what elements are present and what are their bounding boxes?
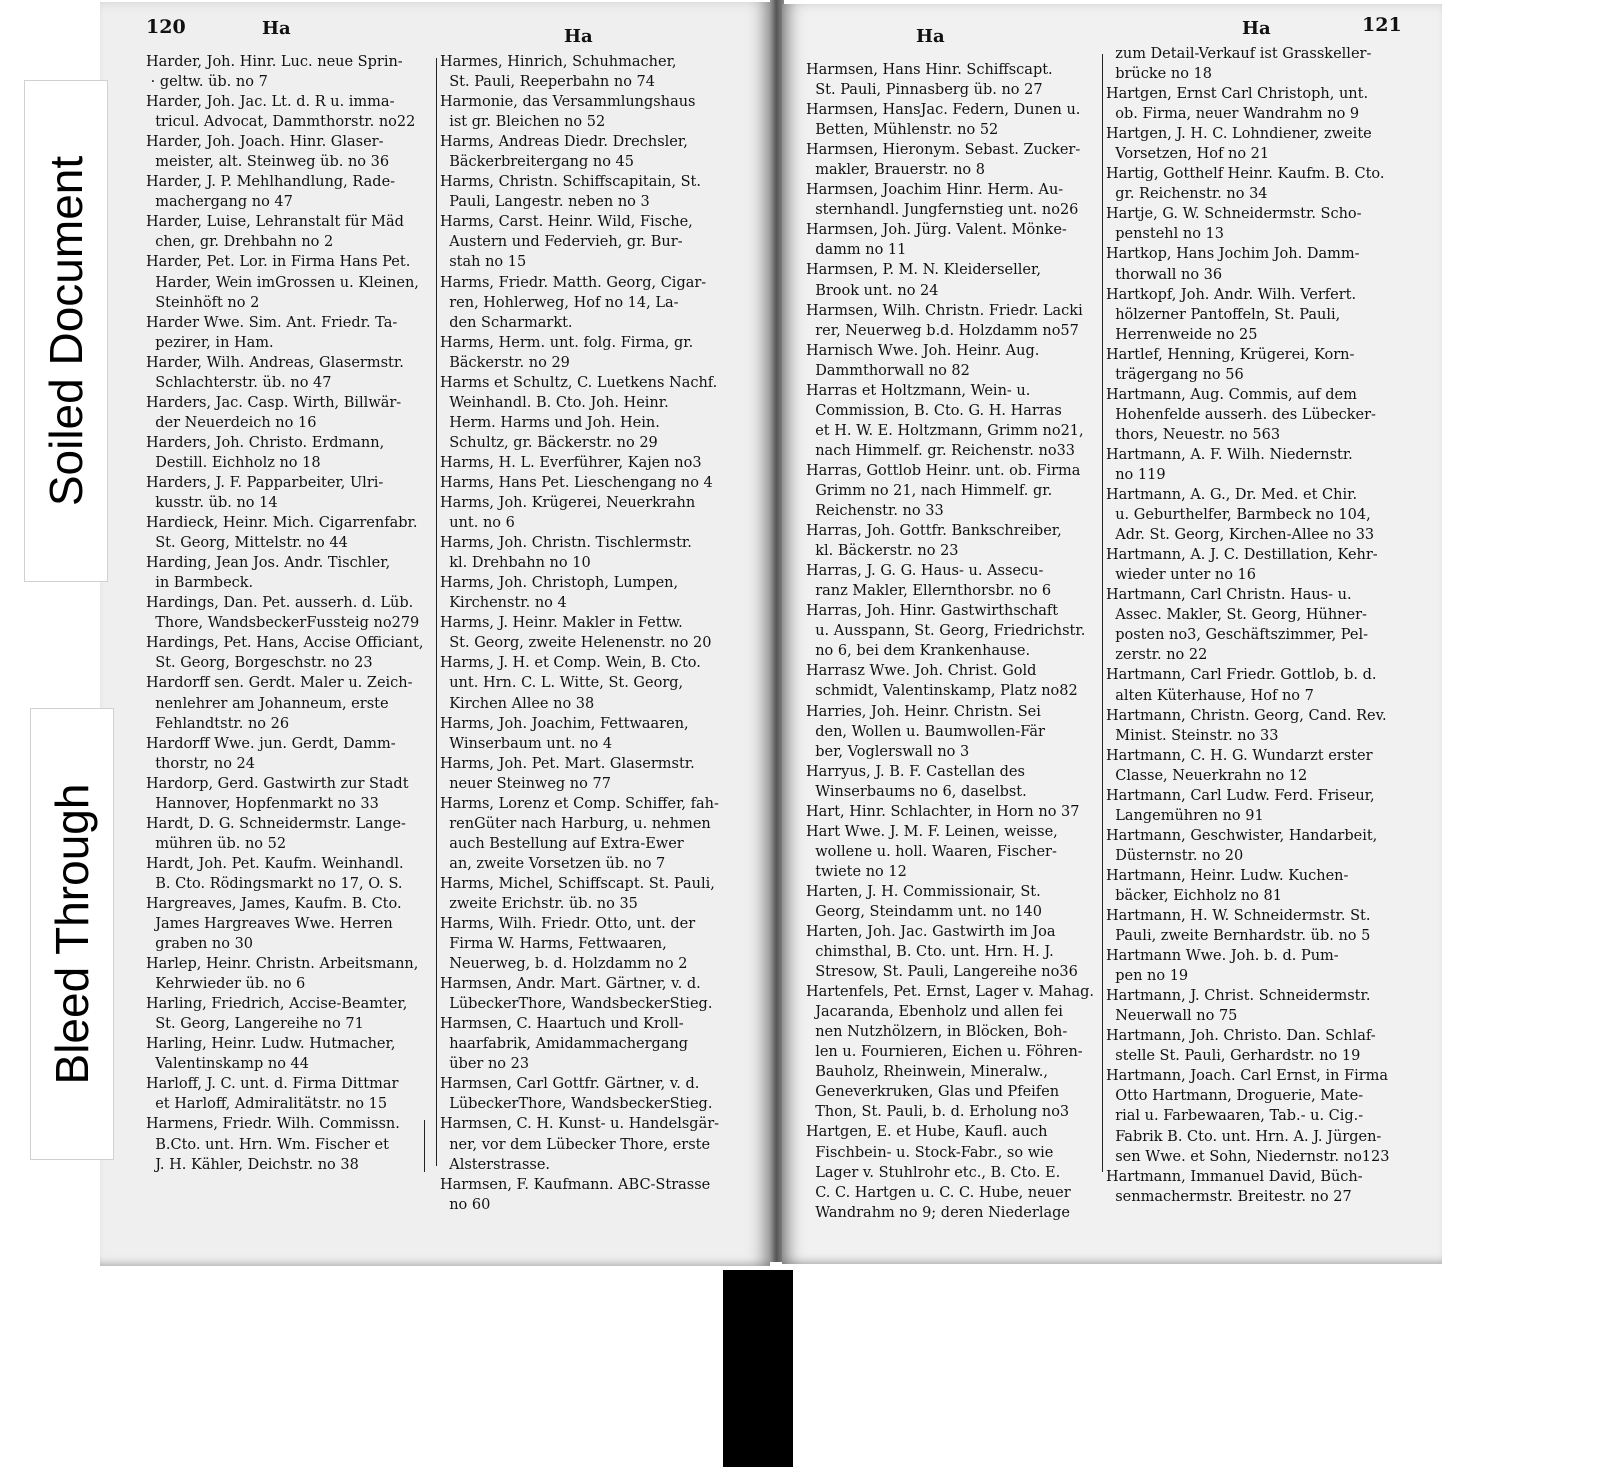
directory-entry: Harling, Friedrich, Accise-Beamter, St. Georg, Langereihe no 71 [146, 996, 408, 1033]
left-page-header-2: Ha [564, 26, 593, 47]
right-page-column-2 [1106, 44, 1418, 1207]
soiled-document-text: Soiled Document [40, 155, 92, 507]
directory-entry: Harling, Heinr. Ludw. Hutmacher, Valentinskamp no 44 [146, 1036, 396, 1073]
directory-entry: Harmsen, Carl Gottfr. Gärtner, v. d. LübeckerThore, WandsbeckerStieg. [440, 1076, 713, 1113]
directory-entry: Hartmann, Carl Ludw. Ferd. Friseur, Langemühren no 91 [1106, 787, 1375, 824]
directory-entry: Harms et Schultz, C. Luetkens Nachf. Weinhandl. B. Cto. Joh. Heinr. Herm. Harms und Joh. Hein. Schultz, gr. Bäckerstr. no 29 [440, 374, 718, 451]
right-page-column-rule [1102, 54, 1103, 1172]
directory-entry: Harder, Wilh. Andreas, Glasermstr. Schlachterstr. üb. no 47 [146, 354, 404, 391]
directory-entry: Harms, Joh. Krügerei, Neuerkrahn unt. no 6 [440, 495, 696, 532]
directory-entry: Harms, Michel, Schiffscapt. St. Pauli, zweite Erichstr. üb. no 35 [440, 875, 715, 912]
directory-entry: Harder, Pet. Lor. in Firma Hans Pet. Harder, Wein imGrossen u. Kleinen, Steinhöft no 2 [146, 254, 419, 311]
directory-entry: Harding, Jean Jos. Andr. Tischler, in Barmbeck. [146, 555, 391, 592]
directory-entry: Harras, Gottlob Heinr. unt. ob. Firma Grimm no 21, nach Himmelf. gr. Reichenstr. no 33 [806, 462, 1081, 520]
left-page-number: 120 [146, 16, 186, 38]
soiled-document-label [24, 80, 108, 582]
directory-entry: Harras et Holtzmann, Wein- u. Commission, B. Cto. G. H. Harras et H. W. E. Holtzmann, Grimm no21, nach Himmelf. gr. Reichenstr. no33 [806, 382, 1084, 459]
left-page-column-2 [440, 52, 730, 1215]
directory-entry: Harmsen, F. Kaufmann. ABC-Strasse no 60 [440, 1176, 711, 1213]
directory-entry: Hardt, Joh. Pet. Kaufm. Weinhandl. B. Cto. Rödingsmarkt no 17, O. S. [146, 855, 404, 892]
directory-entry: Harder, Joh. Jac. Lt. d. R u. imma- tricul. Advocat, Dammthorstr. no22 [146, 94, 416, 131]
directory-entry: Harms, J. Heinr. Makler in Fettw. St. Georg, zweite Helenenstr. no 20 [440, 615, 712, 652]
directory-entry: Hartgen, Ernst Carl Christoph, unt. ob. Firma, neuer Wandrahm no 9 [1106, 86, 1369, 123]
directory-entry: Harder Wwe. Sim. Ant. Friedr. Ta- pezirer, in Ham. [146, 314, 398, 351]
directory-entry: Hartmann, A. G., Dr. Med. et Chir. u. Geburthelfer, Barmbeck no 104, Adr. St. Georg, Kirchen-Allee no 33 [1106, 487, 1375, 544]
directory-entry: Harmsen, Wilh. Christn. Friedr. Lacki rer, Neuerweg b.d. Holzdamm no57 [806, 302, 1083, 339]
directory-entry: Harten, Joh. Jac. Gastwirth im Joa chimsthal, B. Cto. unt. Hrn. H. J. Stresow, St. Pauli, Langereihe no36 [806, 924, 1078, 981]
directory-entry: Hartmann, Joach. Carl Ernst, in Firma Otto Hartmann, Droguerie, Mate- rial u. Farbewaaren, Tab.- u. Cig.- Fabrik B. Cto. unt. Hrn. A. J. Jürgen- sen Wwe. et Sohn, Niedernstr. no123 [1106, 1068, 1390, 1165]
left-page-column-rule [436, 58, 437, 1166]
directory-entry: Harms, Herm. unt. folg. Firma, gr. Bäckerstr. no 29 [440, 334, 694, 371]
directory-entry: Harmsen, HansJac. Federn, Dunen u. Betten, Mühlenstr. no 52 [806, 102, 1081, 139]
directory-entry: Harlep, Heinr. Christn. Arbeitsmann, Kehrwieder üb. no 6 [146, 956, 419, 993]
directory-entry: Harten, J. H. Commissionair, St. Georg, Steindamm unt. no 140 [806, 883, 1042, 920]
directory-entry: Hardings, Pet. Hans, Accise Officiant, St. Georg, Borgeschstr. no 23 [146, 635, 424, 672]
directory-entry: Harms, Christn. Schiffscapitain, St. Pauli, Langestr. neben no 3 [440, 174, 701, 211]
directory-entry: Harms, Lorenz et Comp. Schiffer, fah- renGüter nach Harburg, u. nehmen auch Bestellung auf Extra-Ewer an, zweite Vorsetzen üb. no 7 [440, 795, 719, 872]
directory-entry: Harras, J. G. G. Haus- u. Assecu- ranz Makler, Ellernthorsbr. no 6 [806, 563, 1052, 600]
directory-entry: Hartmann, Christn. Georg, Cand. Rev. Minist. Steinstr. no 33 [1106, 707, 1387, 744]
directory-entry: Harmsen, C. Haartuch und Kroll- haarfabrik, Amidammachergang über no 23 [440, 1016, 689, 1073]
directory-entry: Harders, Joh. Christo. Erdmann, Destill. Eichholz no 18 [146, 434, 385, 471]
directory-entry: Harmens, Friedr. Wilh. Commissn. B.Cto. unt. Hrn. Wm. Fischer et J. H. Kähler, Deichstr. no 38 [146, 1116, 400, 1173]
right-page-header-2: Ha [1242, 18, 1271, 39]
directory-entry: Hartig, Gotthelf Heinr. Kaufm. B. Cto. gr. Reichenstr. no 34 [1106, 166, 1385, 203]
right-page-header-1: Ha [916, 26, 945, 47]
right-page-number: 121 [1362, 14, 1402, 36]
directory-entry: Hardorff sen. Gerdt. Maler u. Zeich- nenlehrer am Johanneum, erste Fehlandtstr. no 26 [146, 675, 413, 732]
directory-entry: Hardt, D. G. Schneidermstr. Lange- mühren üb. no 52 [146, 815, 406, 852]
directory-entry: Harmsen, Andr. Mart. Gärtner, v. d. LübeckerThore, WandsbeckerStieg. [440, 976, 713, 1013]
directory-entry: Harder, Joh. Hinr. Luc. neue Sprin- · geltw. üb. no 7 [146, 54, 403, 91]
directory-entry: Hartgen, E. et Hube, Kaufl. auch Fischbein- u. Stock-Fabr., so wie Lager v. Stuhlrohr etc., B. Cto. E. C. C. Hartgen u. C. C. Hube, neuer Wandrahm no 9; deren Niederlage [806, 1124, 1071, 1221]
directory-entry: Hartkop, Hans Jochim Joh. Damm- thorwall no 36 [1106, 246, 1360, 283]
directory-entry: Harrasz Wwe. Joh. Christ. Gold schmidt, Valentinskamp, Platz no82 [806, 663, 1078, 700]
directory-entry: Harms, Andreas Diedr. Drechsler, Bäckerbreitergang no 45 [440, 134, 688, 171]
directory-entry: Harmsen, Joh. Jürg. Valent. Mönke- damm no 11 [806, 222, 1067, 259]
left-page-column-1 [146, 52, 432, 1175]
directory-entry: Harras, Joh. Hinr. Gastwirthschaft u. Ausspann, St. Georg, Friedrichstr. no 6, bei dem Krankenhause. [806, 603, 1086, 660]
directory-entry: Hartmann, H. W. Schneidermstr. St. Pauli, zweite Bernhardstr. üb. no 5 [1106, 908, 1371, 945]
left-page-header-1: Ha [262, 18, 291, 39]
directory-entry: Harder, Luise, Lehranstalt für Mäd chen, gr. Drehbahn no 2 [146, 214, 404, 251]
directory-entry: Harras, Joh. Gottfr. Bankschreiber, kl. Bäckerstr. no 23 [806, 523, 1062, 560]
bleed-through-text: Bleed Through [46, 783, 98, 1085]
directory-entry: Harms, Joh. Christn. Tischlermstr. kl. Drehbahn no 10 [440, 535, 692, 572]
directory-entry: Harmonie, das Versammlungshaus ist gr. Bleichen no 52 [440, 94, 696, 131]
directory-entry: Harms, Carst. Heinr. Wild, Fische, Austern und Federvieh, gr. Bur- stah no 15 [440, 214, 693, 271]
directory-entry: Hartmann, Joh. Christo. Dan. Schlaf- stelle St. Pauli, Gerhardstr. no 19 [1106, 1028, 1376, 1065]
directory-entry: Harms, J. H. et Comp. Wein, B. Cto. unt. Hrn. C. L. Witte, St. Georg, Kirchen Allee no 38 [440, 655, 701, 712]
directory-entry: Harms, Friedr. Matth. Georg, Cigar- ren, Hohlerweg, Hof no 14, La- den Scharmarkt. [440, 274, 707, 331]
directory-entry: Hartlef, Henning, Krügerei, Korn- trägergang no 56 [1106, 346, 1355, 383]
directory-entry: Hartmann, C. H. G. Wundarzt erster Classe, Neuerkrahn no 12 [1106, 747, 1373, 784]
directory-entry: Hartmann, Immanuel David, Büch- senmachermstr. Breitestr. no 27 [1106, 1168, 1363, 1205]
directory-entry: Hardings, Dan. Pet. ausserh. d. Lüb. Thore, WandsbeckerFussteig no279 [146, 595, 420, 632]
directory-entry: Hartmann, Geschwister, Handarbeit, Düsternstr. no 20 [1106, 827, 1378, 864]
directory-entry: Hartmann, Carl Friedr. Gottlob, b. d. alten Küterhause, Hof no 7 [1106, 667, 1377, 704]
black-spine-tab [723, 1270, 793, 1467]
directory-entry: Hartmann, A. F. Wilh. Niedernstr. no 119 [1106, 446, 1353, 483]
directory-entry: Hartmann, Heinr. Ludw. Kuchen- bäcker, Eichholz no 81 [1106, 867, 1349, 904]
directory-entry: Harnisch Wwe. Joh. Heinr. Aug. Dammthorwall no 82 [806, 342, 1040, 379]
directory-entry: Harders, Jac. Casp. Wirth, Billwär- der Neuerdeich no 16 [146, 394, 402, 431]
directory-entry: Harryus, J. B. F. Castellan des Winserbaums no 6, daselbst. [806, 763, 1027, 800]
directory-entry: Hart, Hinr. Schlachter, in Horn no 37 [806, 803, 1080, 820]
directory-entry: Hartje, G. W. Schneidermstr. Scho- penstehl no 13 [1106, 206, 1362, 243]
directory-entry: Harmsen, C. H. Kunst- u. Handelsgär- ner, vor dem Lübecker Thore, erste Alsterstrasse. [440, 1116, 720, 1173]
right-page-column-1 [806, 60, 1098, 1223]
directory-entry: Harmsen, Hieronym. Sebast. Zucker- makler, Brauerstr. no 8 [806, 142, 1081, 179]
directory-entry: Harmsen, Hans Hinr. Schiffscapt. St. Pauli, Pinnasberg üb. no 27 [806, 62, 1053, 99]
directory-entry: Hartenfels, Pet. Ernst, Lager v. Mahag. Jacaranda, Ebenholz und allen fei nen Nutzhölzern, in Blöcken, Boh- len u. Fournieren, Eichen u. Föhren- Bauholz, Rheinwein, Mineralw., Geneverkruken, Glas und Pfeifen Thon, St. Pauli, b. d. Erholung no3 [806, 984, 1095, 1121]
directory-entry: Harmsen, Joachim Hinr. Herm. Au- sternhandl. Jungfernstieg unt. no26 [806, 182, 1079, 219]
directory-entry: Harmes, Hinrich, Schuhmacher, St. Pauli, Reeperbahn no 74 [440, 54, 677, 91]
directory-entry: Harms, Joh. Christoph, Lumpen, Kirchenstr. no 4 [440, 575, 679, 612]
directory-entry: Hartkopf, Joh. Andr. Wilh. Verfert. hölzerner Pantoffeln, St. Pauli, Herrenweide no 25 [1106, 286, 1357, 343]
directory-entry: zum Detail-Verkauf ist Grasskeller- brücke no 18 [1115, 46, 1372, 83]
directory-entry: Hardieck, Heinr. Mich. Cigarrenfabr. St. Georg, Mittelstr. no 44 [146, 515, 418, 552]
directory-entry: Hargreaves, James, Kaufm. B. Cto. James Hargreaves Wwe. Herren graben no 30 [146, 895, 402, 953]
directory-entry: Hardorp, Gerd. Gastwirth zur Stadt Hannover, Hopfenmarkt no 33 [146, 775, 409, 812]
directory-entry: Hartmann, A. J. C. Destillation, Kehr- wieder unter no 16 [1106, 547, 1378, 584]
directory-entry: Hardorff Wwe. jun. Gerdt, Damm- thorstr, no 24 [146, 735, 396, 772]
directory-entry: Harmsen, P. M. N. Kleiderseller, Brook unt. no 24 [806, 262, 1041, 299]
directory-entry: Hartmann Wwe. Joh. b. d. Pum- pen no 19 [1106, 948, 1339, 985]
directory-entry: Harms, Wilh. Friedr. Otto, unt. der Firma W. Harms, Fettwaaren, Neuerweg, b. d. Holzdamm no 2 [440, 916, 696, 973]
directory-entry: Harms, Hans Pet. Lieschengang no 4 [440, 474, 713, 491]
directory-entry: Harders, J. F. Papparbeiter, Ulri- kusstr. üb. no 14 [146, 474, 384, 512]
directory-entry: Harms, Joh. Joachim, Fettwaaren, Winserbaum unt. no 4 [440, 715, 689, 752]
directory-entry: Hartgen, J. H. C. Lohndiener, zweite Vorsetzen, Hof no 21 [1106, 126, 1372, 163]
directory-entry: Harms, H. L. Everführer, Kajen no3 [440, 454, 702, 471]
directory-entry: Hartmann, J. Christ. Schneidermstr. Neuerwall no 75 [1106, 988, 1371, 1025]
directory-entry: Harms, Joh. Pet. Mart. Glasermstr. neuer Steinweg no 77 [440, 755, 695, 792]
directory-entry: Harder, J. P. Mehlhandlung, Rade- machergang no 47 [146, 174, 396, 211]
directory-entry: Harder, Joh. Joach. Hinr. Glaser- meister, alt. Steinweg üb. no 36 [146, 134, 390, 171]
directory-entry: Harries, Joh. Heinr. Christn. Sei den, Wollen u. Baumwollen-Fär ber, Voglerswall no 3 [806, 703, 1045, 760]
directory-entry: Hartmann, Carl Christn. Haus- u. Assec. Makler, St. Georg, Hühner- posten no3, Geschäftszimmer, Pel- zerstr. no 22 [1106, 587, 1369, 664]
bleed-through-label [30, 708, 114, 1160]
directory-entry: Harloff, J. C. unt. d. Firma Dittmar et Harloff, Admiralitätstr. no 15 [146, 1076, 399, 1113]
directory-entry: Hartmann, Aug. Commis, auf dem Hohenfelde ausserh. des Lübecker- thors, Neuestr. no 563 [1106, 386, 1376, 443]
directory-entry: Hart Wwe. J. M. F. Leinen, weisse, wollene u. holl. Waaren, Fischer- twiete no 12 [806, 823, 1058, 880]
